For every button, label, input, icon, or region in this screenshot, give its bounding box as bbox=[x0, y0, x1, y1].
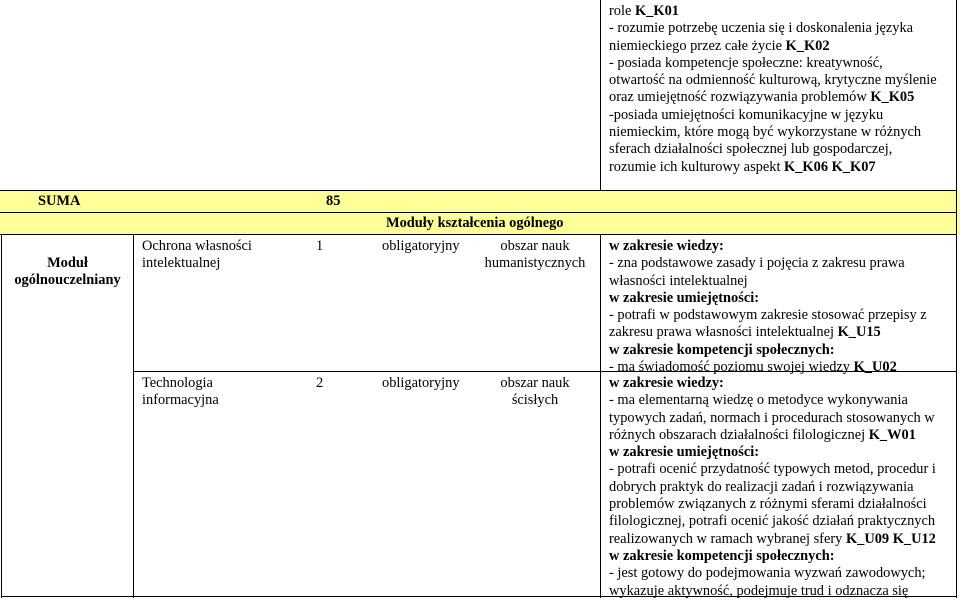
grid-line bbox=[600, 234, 601, 598]
top-cell-text: role K_K01 - rozumie potrzebę uczenia się i doskonalenia języka niemieckiego przez całe życie K_K02 - posiada kompetencje społeczne: kreatywność, otwartość na odmienność kulturową, krytyczne myślenie oraz umiejętność rozwiązywania problemów K_K05 -posiada umiejętności komunikacyjne w języku niemieckim, które mogą być wykorzystane w różnych sferach działalności społecznej lub gospodarczej, rozumie ich kulturowy aspekt K_K06 K_K07 bbox=[609, 3, 937, 175]
subject-name: Technologia informacyjna bbox=[142, 375, 219, 409]
suma-label: SUMA bbox=[38, 193, 81, 209]
grid-line bbox=[600, 0, 601, 190]
grid-line bbox=[0, 234, 957, 235]
learning-effects: w zakresie wiedzy: - ma elementarną wiedzę o metodyce wykonywania typowych zadań, normach i procedurach stosowanych w różnych obszarach działalności filologicznej K_W01 w zakresie umiejętności: - potrafi ocenić przydatność typowych metod, procedur i dobrych praktyk do realizacji zadań i rozwiązywania problemów związanych z różnymi sferami działalności filologicznej, potrafi ocenić jakość działań praktycznych realizowanych w ramach wybranej sfery K_U09 K_U12 w zakresie kompetencji społecznych: - jest gotowy do podejmowania wyzwań zawodowych; wykazuje aktywność, podejmuje trud i odznacza się bbox=[609, 375, 936, 599]
section-header: Moduły kształcenia ogólnego bbox=[386, 215, 564, 231]
subject-name: Ochrona własności intelektualnej bbox=[142, 238, 252, 272]
grid-line bbox=[0, 212, 957, 213]
subject-type: obligatoryjny bbox=[382, 375, 460, 391]
grid-line bbox=[956, 0, 957, 598]
suma-value: 85 bbox=[326, 193, 341, 209]
subject-number: 1 bbox=[316, 238, 324, 254]
grid-line bbox=[133, 234, 134, 598]
subject-area: obszar nauk humanistycznych bbox=[484, 238, 586, 272]
subject-number: 2 bbox=[316, 375, 324, 391]
subject-area: obszar nauk ścisłych bbox=[500, 375, 570, 409]
suma-row-highlight bbox=[0, 190, 960, 212]
module-name: Moduł ogólnouczelniany bbox=[14, 255, 121, 289]
learning-effects: w zakresie wiedzy: - zna podstawowe zasady i pojęcia z zakresu prawa własności intelektualnej w zakresie umiejętności: - potrafi w podstawowym zakresie stosować przepisy z zakresu prawa własności intelektualnej K_U15 w zakresie kompetencji społecznych: - ma świadomość poziomu swojej wiedzy K_U02 bbox=[609, 238, 927, 376]
grid-line bbox=[0, 190, 957, 191]
subject-type: obligatoryjny bbox=[382, 238, 460, 254]
